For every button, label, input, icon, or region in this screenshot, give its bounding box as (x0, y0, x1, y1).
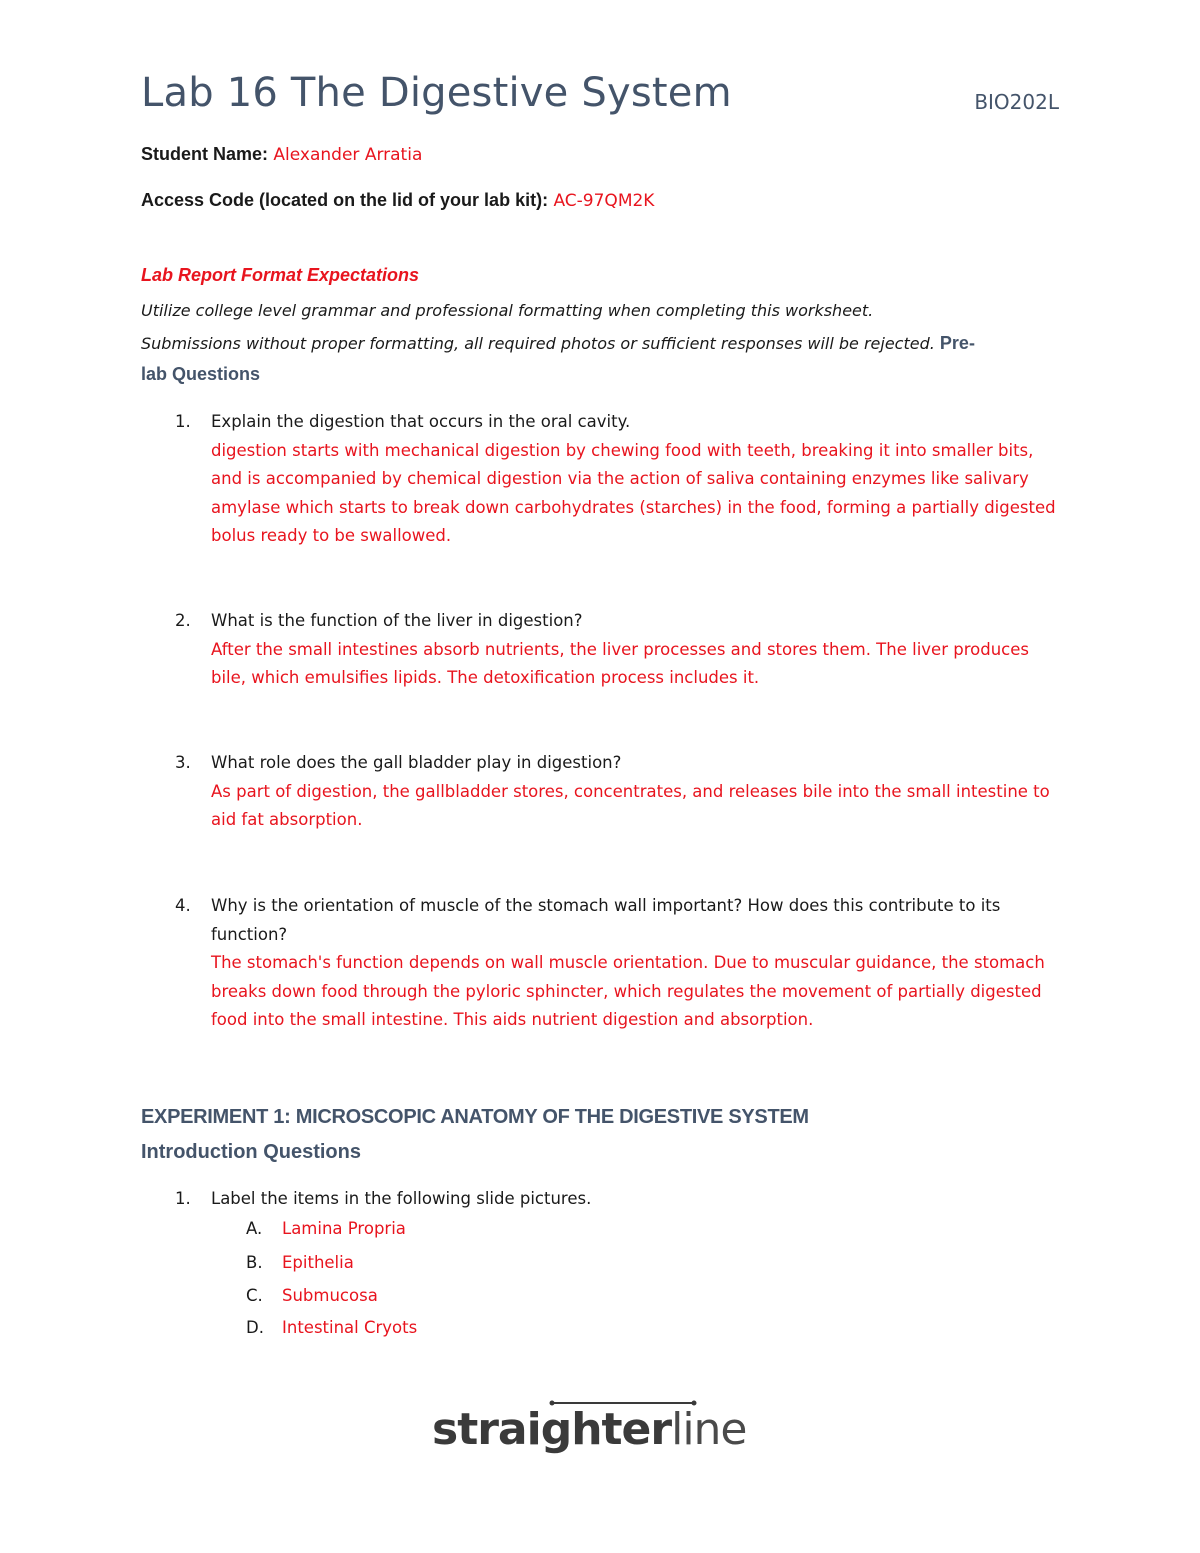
logo-wordmark (432, 1404, 747, 1455)
logo-text-bold: straighter (432, 1404, 672, 1455)
label-letter: D. (246, 1318, 264, 1337)
access-code-value: AC-97QM2K (553, 191, 655, 211)
question-number: 2. (175, 611, 191, 630)
student-name-field (141, 144, 422, 165)
straighterline-logo (432, 1400, 762, 1470)
label-answer: Lamina Propria (282, 1219, 406, 1238)
question-text: Label the items in the following slide pictures. (211, 1189, 592, 1208)
access-code-label: Access Code (located on the lid of your lab kit): (141, 190, 549, 210)
answer-text: The stomach's function depends on wall muscle orientation. Due to muscular guidance, the stomach breaks down food through the pyloric sphincter, which regulates the movement of partially digested food into the small intestine. This aids nutrient digestion and absorption. (211, 953, 1045, 1029)
question-text: Explain the digestion that occurs in the oral cavity. (211, 412, 631, 431)
question-text: What role does the gall bladder play in digestion? (211, 753, 622, 772)
format-heading: Lab Report Format Expectations (141, 265, 420, 285)
prelab-heading-part2: lab Questions (141, 364, 261, 384)
document-title: Lab 16 The Digestive System (141, 70, 732, 116)
question-number: 1. (175, 1189, 191, 1208)
answer-text: digestion starts with mechanical digestion by chewing food with teeth, breaking it into smaller bits, and is accompanied by chemical digestion via the action of saliva containing enzymes like salivary amylase which starts to break down carbohydrates (starches) in the food, forming a partially digested bolus ready to be swallowed. (211, 440, 1056, 545)
prelab-heading-part1: Pre- (939, 333, 975, 353)
experiment-heading: EXPERIMENT 1: MICROSCOPIC ANATOMY OF THE DIGESTIVE SYSTEM (141, 1106, 809, 1128)
question-number: 1. (175, 412, 191, 431)
question-text: Why is the orientation of muscle of the stomach wall important? How does this contribute to its function? (211, 896, 1001, 944)
label-letter: B. (246, 1253, 263, 1272)
label-answer: Intestinal Cryots (282, 1318, 418, 1337)
question-text: What is the function of the liver in digestion? (211, 611, 583, 630)
label-letter: C. (246, 1286, 263, 1305)
student-name-value: Alexander Arratia (273, 145, 423, 165)
format-line-1: Utilize college level grammar and professional formatting when completing this worksheet. (141, 301, 874, 320)
logo-text-light: line (671, 1404, 747, 1455)
question-number: 3. (175, 753, 191, 772)
format-line-2 (141, 333, 975, 354)
question-number: 4. (175, 896, 191, 915)
answer-text: As part of digestion, the gallbladder stores, concentrates, and releases bile into the small intestine to aid fat absorption. (211, 781, 1050, 829)
student-name-label: Student Name: (141, 144, 269, 164)
format-line-2-text: Submissions without proper formatting, all required photos or sufficient responses will be rejected. (141, 334, 935, 353)
label-answer: Submucosa (282, 1286, 378, 1305)
label-letter: A. (246, 1219, 263, 1238)
introduction-heading: Introduction Questions (141, 1141, 361, 1163)
course-code: BIO202L (974, 90, 1059, 114)
label-answer: Epithelia (282, 1253, 354, 1272)
access-code-field (141, 190, 654, 211)
answer-text: After the small intestines absorb nutrients, the liver processes and stores them. The liver produces bile, which emulsifies lipids. The detoxification process includes it. (211, 639, 1029, 687)
